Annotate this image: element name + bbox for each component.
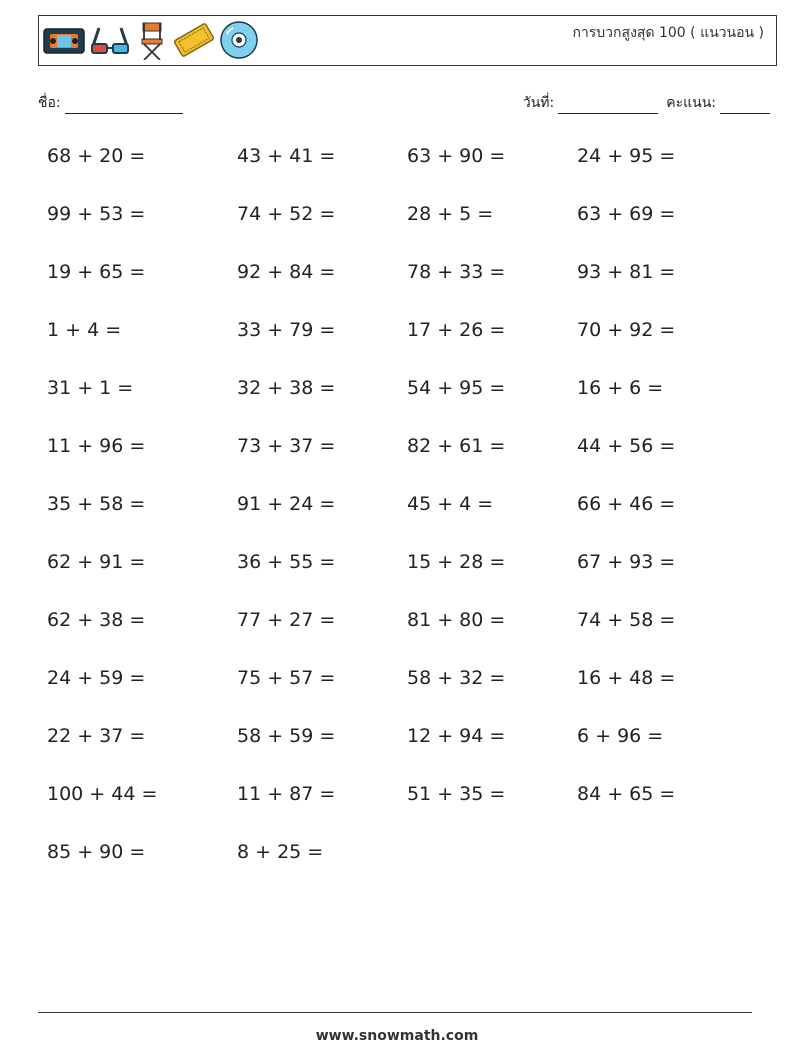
name-line[interactable] bbox=[65, 99, 183, 114]
problem-item: 24 + 95 = bbox=[577, 145, 676, 167]
header-icons bbox=[42, 20, 260, 60]
problem-item: 74 + 58 = bbox=[577, 609, 676, 631]
problem-item: 100 + 44 = bbox=[47, 783, 158, 805]
problem-item: 17 + 26 = bbox=[407, 319, 506, 341]
problem-item: 24 + 59 = bbox=[47, 667, 146, 689]
problem-row bbox=[47, 203, 747, 233]
problem-item: 45 + 4 = bbox=[407, 493, 494, 515]
problem-row bbox=[47, 725, 747, 755]
cinema-ticket-icon bbox=[173, 20, 215, 60]
problem-row bbox=[47, 841, 747, 871]
problem-item: 36 + 55 = bbox=[237, 551, 336, 573]
problem-item: 22 + 37 = bbox=[47, 725, 146, 747]
problem-item: 33 + 79 = bbox=[237, 319, 336, 341]
name-field bbox=[38, 92, 183, 114]
worksheet-header bbox=[38, 15, 777, 66]
problem-item: 68 + 20 = bbox=[47, 145, 146, 167]
problem-item: 62 + 38 = bbox=[47, 609, 146, 631]
problem-item: 12 + 94 = bbox=[407, 725, 506, 747]
score-line[interactable] bbox=[720, 99, 770, 114]
footer-website: www.snowmath.com bbox=[315, 1028, 479, 1044]
problem-item: 11 + 96 = bbox=[47, 435, 146, 457]
date-score-fields bbox=[523, 92, 770, 114]
name-label: ชื่อ: bbox=[38, 95, 61, 111]
problem-item: 16 + 48 = bbox=[577, 667, 676, 689]
problem-item: 99 + 53 = bbox=[47, 203, 146, 225]
problem-item: 85 + 90 = bbox=[47, 841, 146, 863]
problem-row bbox=[47, 145, 747, 175]
problem-item: 84 + 65 = bbox=[577, 783, 676, 805]
vhs-tape-icon bbox=[42, 20, 86, 60]
footer-divider bbox=[38, 1012, 752, 1013]
problem-item: 31 + 1 = bbox=[47, 377, 134, 399]
date-field bbox=[523, 92, 658, 114]
cd-disc-icon bbox=[218, 20, 260, 60]
problem-row bbox=[47, 261, 747, 291]
worksheet-title: การบวกสูงสุด 100 ( แนวนอน ) bbox=[572, 25, 764, 41]
problem-row bbox=[47, 493, 747, 523]
problem-item: 67 + 93 = bbox=[577, 551, 676, 573]
problem-row bbox=[47, 783, 747, 813]
problem-item: 32 + 38 = bbox=[237, 377, 336, 399]
problem-row bbox=[47, 377, 747, 407]
score-label: คะแนน: bbox=[666, 95, 716, 111]
problem-item: 16 + 6 = bbox=[577, 377, 664, 399]
problem-item: 54 + 95 = bbox=[407, 377, 506, 399]
problem-item: 92 + 84 = bbox=[237, 261, 336, 283]
problem-item: 6 + 96 = bbox=[577, 725, 664, 747]
3d-glasses-icon bbox=[89, 20, 131, 60]
problem-item: 58 + 59 = bbox=[237, 725, 336, 747]
problem-item: 62 + 91 = bbox=[47, 551, 146, 573]
problem-item: 43 + 41 = bbox=[237, 145, 336, 167]
problem-row bbox=[47, 319, 747, 349]
problem-item: 91 + 24 = bbox=[237, 493, 336, 515]
problem-item: 63 + 90 = bbox=[407, 145, 506, 167]
problem-item: 51 + 35 = bbox=[407, 783, 506, 805]
problem-row bbox=[47, 551, 747, 581]
problem-item: 58 + 32 = bbox=[407, 667, 506, 689]
problem-item: 74 + 52 = bbox=[237, 203, 336, 225]
director-chair-icon bbox=[134, 20, 170, 60]
problem-item: 15 + 28 = bbox=[407, 551, 506, 573]
problem-item: 77 + 27 = bbox=[237, 609, 336, 631]
date-line[interactable] bbox=[558, 99, 658, 114]
problem-item: 1 + 4 = bbox=[47, 319, 122, 341]
problem-item: 81 + 80 = bbox=[407, 609, 506, 631]
problem-item: 82 + 61 = bbox=[407, 435, 506, 457]
problem-item: 70 + 92 = bbox=[577, 319, 676, 341]
problem-row bbox=[47, 609, 747, 639]
problem-item: 11 + 87 = bbox=[237, 783, 336, 805]
problem-item: 75 + 57 = bbox=[237, 667, 336, 689]
problem-item: 35 + 58 = bbox=[47, 493, 146, 515]
problem-row bbox=[47, 667, 747, 697]
problem-item: 28 + 5 = bbox=[407, 203, 494, 225]
problem-row bbox=[47, 435, 747, 465]
problem-item: 78 + 33 = bbox=[407, 261, 506, 283]
problem-item: 44 + 56 = bbox=[577, 435, 676, 457]
score-field bbox=[666, 92, 770, 114]
date-label: วันที่: bbox=[522, 95, 555, 111]
problem-item: 63 + 69 = bbox=[577, 203, 676, 225]
problem-item: 93 + 81 = bbox=[577, 261, 676, 283]
problem-item: 19 + 65 = bbox=[47, 261, 146, 283]
problem-item: 66 + 46 = bbox=[577, 493, 676, 515]
problem-item: 8 + 25 = bbox=[237, 841, 324, 863]
problem-item: 73 + 37 = bbox=[237, 435, 336, 457]
